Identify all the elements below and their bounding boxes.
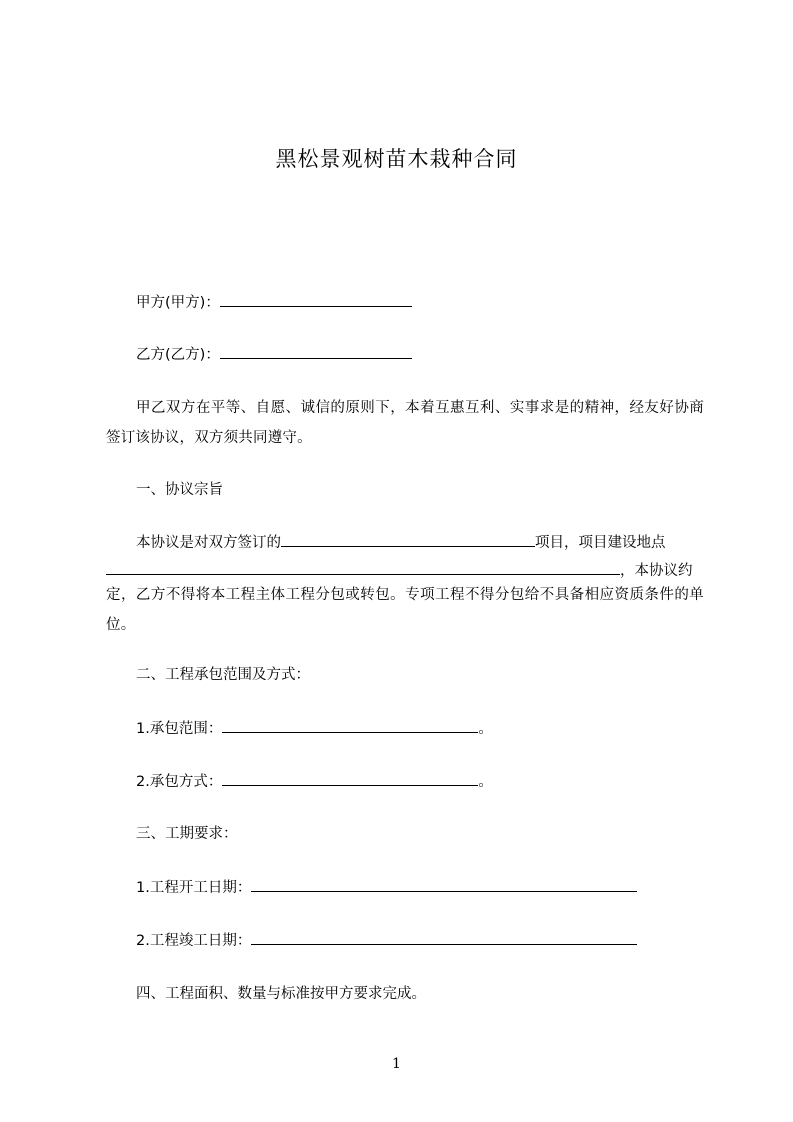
method-blank[interactable]	[222, 771, 478, 786]
party-a-blank[interactable]	[220, 292, 412, 307]
start-date-line	[136, 877, 637, 898]
sec1-line-2	[106, 560, 693, 581]
party-b-blank[interactable]	[220, 344, 412, 359]
party-a-line	[136, 292, 412, 313]
party-b-line	[136, 344, 412, 365]
scope-period: 。	[478, 721, 493, 737]
scope-line	[136, 718, 493, 739]
project-name-blank[interactable]	[281, 532, 535, 547]
section-4-heading: 四、工程面积、数量与标准按甲方要求完成。	[136, 986, 426, 1002]
method-line	[136, 771, 493, 792]
intro-paragraph: 甲乙双方在平等、自愿、诚信的原则下，本着互惠互利、实事求是的精神，经友好协商签订该协议，双方须共同遵守。	[106, 400, 704, 446]
party-b-label: 乙方(乙方)：	[136, 347, 220, 363]
end-date-line	[136, 930, 637, 951]
end-date-label: 2.工程竣工日期：	[136, 933, 252, 949]
method-label: 2.承包方式：	[136, 774, 223, 790]
sec1-paragraph-2: 定，乙方不得将本工程主体工程分包或转包。专项工程不得分包给不具备相应资质条件的单位。	[106, 587, 704, 633]
start-date-blank[interactable]	[251, 877, 637, 892]
document-title: 黑松景观树苗木栽种合同	[275, 147, 518, 171]
sec1-text-c: ，本协议约	[620, 563, 693, 579]
sec1-text-a: 本协议是对双方签订的	[136, 535, 281, 551]
end-date-blank[interactable]	[251, 930, 637, 945]
project-location-blank[interactable]	[106, 560, 620, 575]
scope-blank[interactable]	[222, 718, 478, 733]
party-a-label: 甲方(甲方)：	[136, 295, 220, 311]
section-3-heading: 三、工期要求：	[136, 826, 238, 842]
scope-label: 1.承包范围：	[136, 721, 223, 737]
method-period: 。	[478, 774, 493, 790]
section-1-heading: 一、协议宗旨	[136, 482, 223, 498]
page-number: 1	[392, 1056, 401, 1072]
sec1-line-1	[136, 532, 666, 553]
start-date-label: 1.工程开工日期：	[136, 880, 252, 896]
section-2-heading: 二、工程承包范围及方式：	[136, 667, 310, 683]
sec1-text-b: 项目，项目建设地点	[535, 535, 666, 551]
